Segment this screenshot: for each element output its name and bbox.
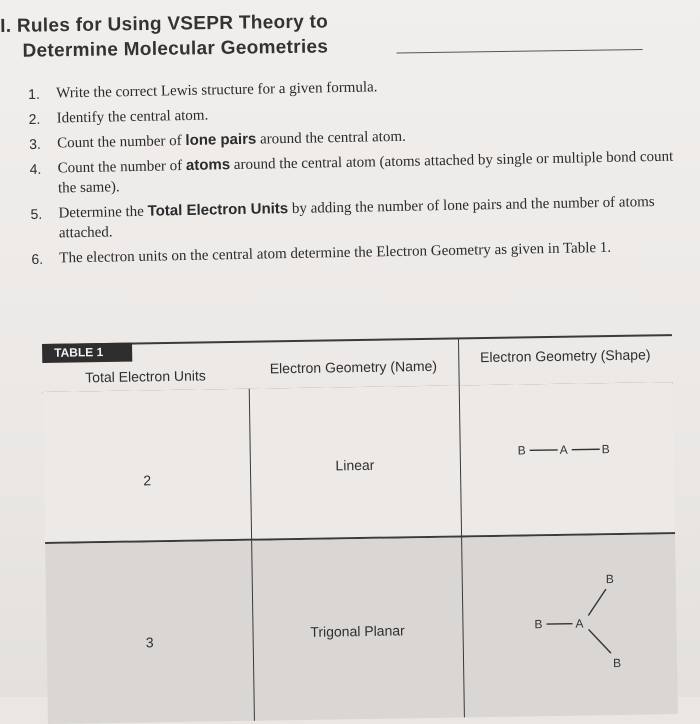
- steps-list: [28, 72, 682, 279]
- step-number: 6.: [31, 249, 43, 269]
- step-number: 5.: [30, 204, 42, 224]
- step-item: [30, 191, 681, 243]
- step-text-post: around the central atom (atoms attached by single or multiple bond count the same).: [58, 149, 674, 197]
- section-heading: [0, 5, 661, 64]
- vsepr-table: [42, 333, 700, 724]
- step-number: 2.: [28, 109, 40, 129]
- atom-b-left: B: [518, 443, 526, 457]
- step-text-bold: atoms: [186, 156, 231, 174]
- step-text-post: around the central atom.: [256, 129, 406, 148]
- table-row: [45, 534, 678, 724]
- step-number: 4.: [29, 159, 41, 179]
- cell-units: 2: [44, 471, 250, 490]
- step-number: 1.: [28, 84, 40, 104]
- cell-geometry-name: Trigonal Planar: [252, 621, 462, 640]
- step-text-pre: Determine the: [58, 204, 147, 222]
- step-item: [29, 147, 680, 199]
- column-header-shape: Electron Geometry (Shape): [458, 346, 672, 365]
- column-header-name: Electron Geometry (Name): [248, 357, 458, 376]
- trigonal-shape-svg: [530, 567, 642, 679]
- atom-a-center: A: [575, 617, 583, 631]
- step-text-bold: Total Electron Units: [147, 200, 288, 220]
- step-text: Write the correct Lewis structure for a given formula.: [56, 79, 378, 101]
- column-header-units: Total Electron Units: [42, 367, 248, 386]
- atom-b-left: B: [534, 617, 542, 631]
- table-row: [43, 382, 675, 544]
- section-title-line1: I. Rules for Using VSEPR Theory to: [0, 5, 660, 39]
- step-text-post: by adding the number of lone pairs and the number of atoms attached.: [59, 194, 655, 241]
- step-text-pre: Count the number of: [57, 158, 186, 176]
- cell-geometry-name: Linear: [250, 455, 460, 474]
- atom-b-top: B: [606, 572, 614, 586]
- section-title-line2: Determine Molecular Geometries: [0, 30, 660, 64]
- linear-shape-diagram: [514, 439, 624, 461]
- table-label: TABLE 1: [42, 343, 132, 363]
- atom-b-right: B: [602, 442, 610, 456]
- step-text-bold: lone pairs: [185, 131, 256, 149]
- step-text: Identify the central atom.: [57, 108, 209, 127]
- cell-units: 3: [47, 633, 253, 652]
- step-number: 3.: [29, 134, 41, 154]
- atom-a-center: A: [560, 443, 568, 457]
- atom-b-bottom: B: [613, 656, 621, 670]
- step-text: The electron units on the central atom determine the Electron Geometry as given in Table 1.: [59, 240, 611, 267]
- step-text-pre: Count the number of: [57, 133, 186, 151]
- linear-shape-svg: [514, 439, 624, 461]
- trigonal-planar-shape-diagram: [530, 567, 642, 679]
